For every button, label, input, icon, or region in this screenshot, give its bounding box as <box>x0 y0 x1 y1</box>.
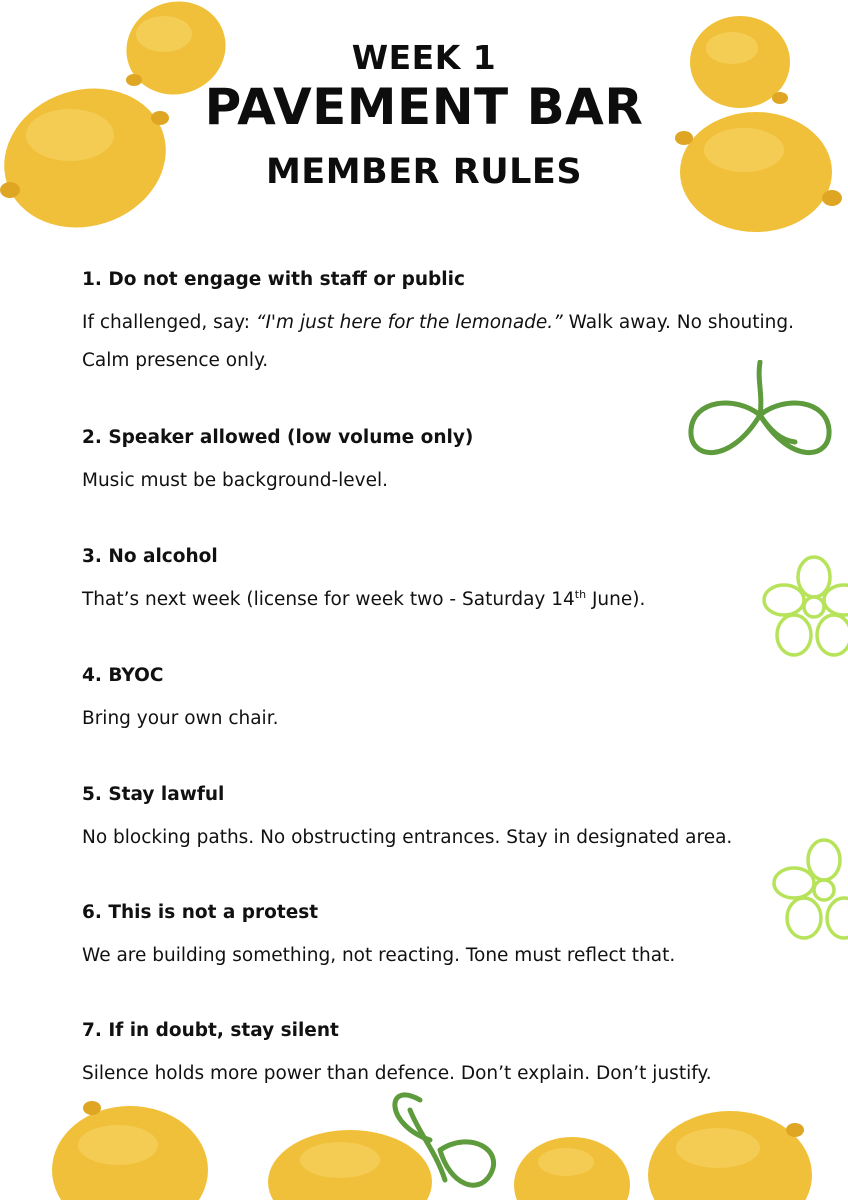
rule-body: We are building something, not reacting. Tone must reflect that. <box>82 945 676 966</box>
rule-2 <box>82 426 794 500</box>
rule-6 <box>82 901 794 975</box>
rule-body-text: That’s next week (license for week two - Saturday 14 <box>82 589 575 610</box>
rule-body: Bring your own chair. <box>82 708 279 729</box>
rule-body: Music must be background-level. <box>82 470 389 491</box>
rule-body-text: June). <box>586 589 646 610</box>
lemon-bottom-3 <box>514 1137 630 1200</box>
rule-1 <box>82 268 794 380</box>
page-title: PAVEMENT BAR <box>204 78 644 136</box>
lemon-bottom-4 <box>648 1111 812 1200</box>
rule-body-text: Walk away. No shouting. Calm presence only. <box>82 312 795 371</box>
rule-body-quote: “I'm just here for the lemonade.” <box>255 312 563 333</box>
rule-body <box>82 581 794 619</box>
rule-heading: 7. If in doubt, stay silent <box>82 1020 339 1041</box>
page-subtitle: MEMBER RULES <box>265 152 583 192</box>
rule-heading: 1. Do not engage with staff or public <box>82 269 465 290</box>
rule-body: No blocking paths. No obstructing entrances. Stay in designated area. <box>82 827 733 848</box>
rule-heading: 3. No alcohol <box>82 546 218 567</box>
rule-body <box>82 304 794 380</box>
rule-heading: 5. Stay lawful <box>82 784 225 805</box>
rule-3 <box>82 545 794 619</box>
lemon-bottom-2 <box>268 1130 432 1200</box>
week-label: WEEK 1 <box>351 38 497 77</box>
rule-body-superscript: th <box>574 587 587 601</box>
rule-4 <box>82 664 794 738</box>
rule-heading: 6. This is not a protest <box>82 902 319 923</box>
rule-body-text: If challenged, say: <box>82 312 256 333</box>
rule-7 <box>82 1019 794 1093</box>
lemon-illustration-bottom <box>0 1090 848 1200</box>
rule-body: Silence holds more power than defence. Don’t explain. Don’t justify. <box>82 1063 712 1084</box>
lemon-bottom-1 <box>52 1101 208 1200</box>
rule-heading: 2. Speaker allowed (low volume only) <box>82 427 474 448</box>
rule-5 <box>82 783 794 857</box>
rule-heading: 4. BYOC <box>82 665 164 686</box>
